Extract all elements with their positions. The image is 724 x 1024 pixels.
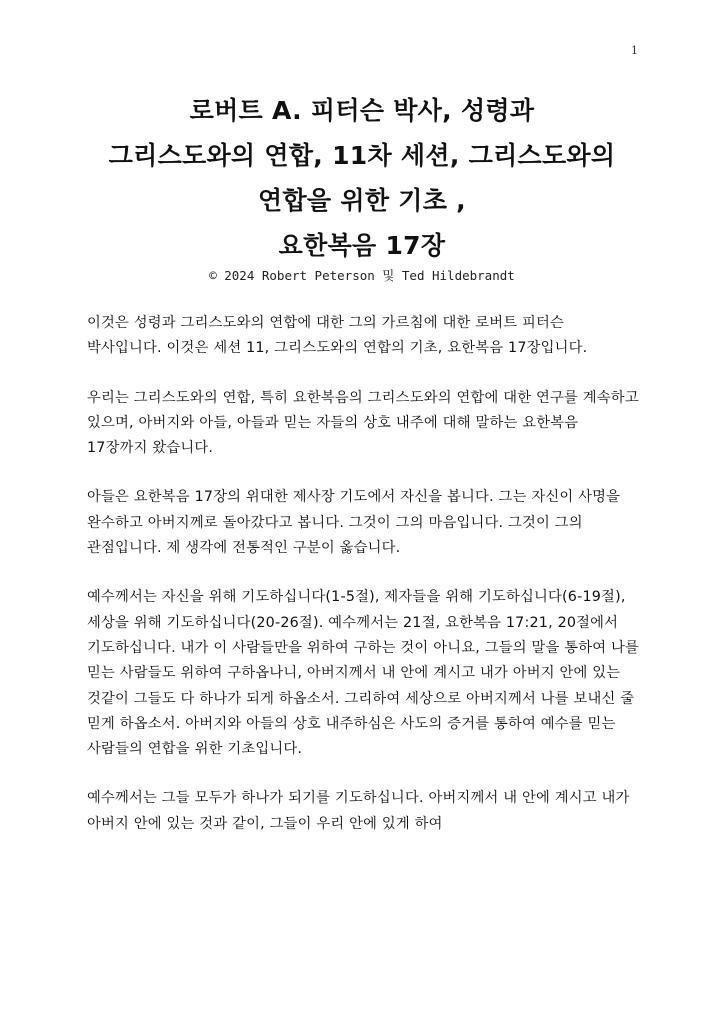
page-number: 1 (631, 44, 638, 57)
title-line: 그리스도와의 연합, 11차 세션, 그리스도와의 (108, 141, 616, 170)
copyright-notice: © 2024 Robert Peterson 및 Ted Hildebrandt (209, 268, 515, 283)
body-text (87, 311, 643, 857)
title-line: 요한복음 17장 (278, 231, 446, 260)
paragraph: 우리는 그리스도와의 연합, 특히 요한복음의 그리스도와의 연합에 대한 연구를 계속하고 있으며, 아버지와 아들, 아들과 믿는 자들의 상호 내주에 대해 말하는 요한복음 17장까지 왔습니다. (87, 389, 639, 457)
paragraph: 이것은 성령과 그리스도와의 연합에 대한 그의 가르침에 대한 로버트 피터슨 박사입니다. 이것은 세션 11, 그리스도와의 연합의 기초, 요한복음 17장입니다. (87, 315, 588, 357)
title-line: 로버트 A. 피터슨 박사, 성령과 (189, 96, 535, 125)
title-line: 연합을 위한 기초 , (258, 186, 466, 215)
paragraph: 예수께서는 자신을 위해 기도하십니다(1-5절), 제자들을 위해 기도하십니다(6-19절), 세상을 위해 기도하십니다(20-26절). 예수께서는 21절, 요한복음 17:21, 20절에서 기도하십니다. 내가 이 사람들만을 위하여 구하는 것이 아니요, 그들의 말을 통하여 나를 믿는 사람들도 위하여 구하옵나니, 아버지께서 내 안에 계시고 내가 아버지 안에 있는 것같이 그들도 다 하나가 되게 하옵소서. 그리하여 세상으로 아버지께서 나를 보내신 줄 믿게 하옵소서. 아버지와 아들의 상호 내주하심은 사도의 증거를 통하여 예수를 믿는 사람들의 연합을 위한 기초입니다. (87, 589, 640, 758)
paragraph: 아들은 요한복음 17장의 위대한 제사장 기도에서 자신을 봅니다. 그는 자신이 사명을 완수하고 아버지께로 돌아갔다고 봅니다. 그것이 그의 마음입니다. 그것이 그의 관점입니다. 제 생각에 전통적인 구분이 옳습니다. (87, 489, 621, 557)
paragraph: 예수께서는 그들 모두가 하나가 되기를 기도하십니다. 아버지께서 내 안에 계시고 내가 아버지 안에 있는 것과 같이, 그들이 우리 안에 있게 하여 (87, 790, 630, 832)
document-title (40, 88, 684, 268)
